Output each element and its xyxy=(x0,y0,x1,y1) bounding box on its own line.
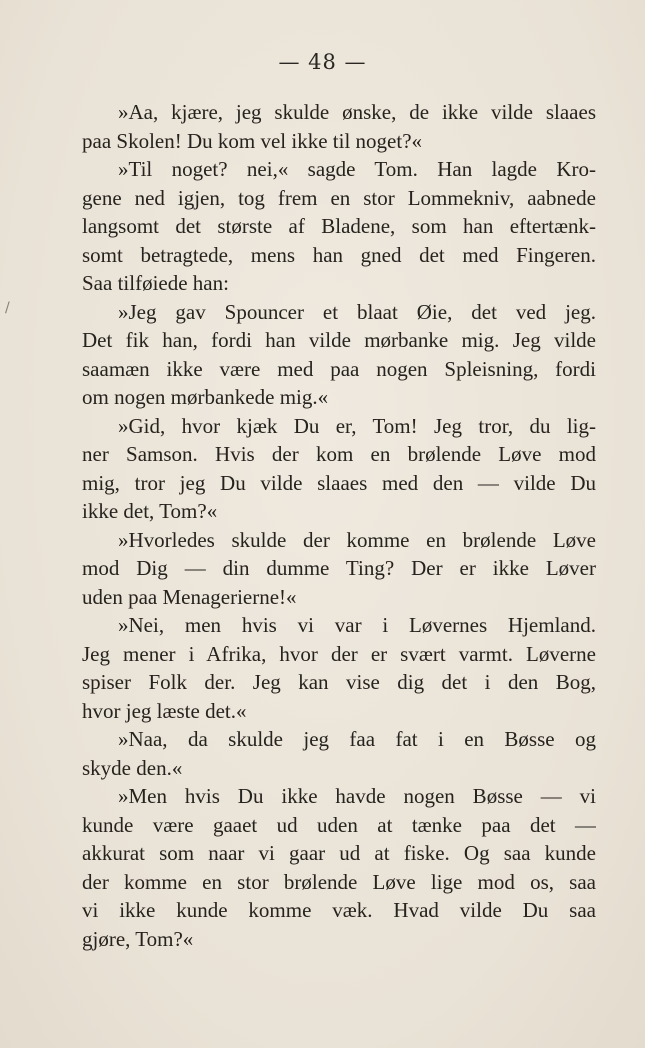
text-line: hvor jeg læste det.« xyxy=(82,698,247,723)
text-line: der komme en stor brølende Løve lige mod os, saa xyxy=(82,869,596,894)
text-line: »Hvorledes skulde der komme en brølende Løve xyxy=(118,527,596,552)
text-line: »Jeg gav Spouncer et blaat Øie, det ved jeg. xyxy=(118,299,596,324)
text-line: paa Skolen! Du kom vel ikke til noget?« xyxy=(82,128,423,153)
text-line: »Til noget? nei,« sagde Tom. Han lagde Kro- xyxy=(118,157,596,181)
text-line: kunde være gaaet ud uden at tænke paa det — xyxy=(82,812,596,837)
text-line: akkurat som naar vi gaar ud at fiske. Og saa kunde xyxy=(82,841,596,865)
text-line: »Nei, men hvis vi var i Løvernes Hjemland. xyxy=(118,613,596,637)
text-line: langsomt det største af Bladene, som han eftertænk- xyxy=(82,214,596,238)
text-line: mod Dig — din dumme Ting? Der er ikke Løver xyxy=(82,556,596,580)
text-line: somt betragtede, mens han gned det med Fingeren. xyxy=(82,242,596,267)
text-line: spiser Folk der. Jeg kan vise dig det i den Bog, xyxy=(82,670,596,694)
text-line: »Aa, kjære, jeg skulde ønske, de ikke vilde slaaes xyxy=(118,100,596,124)
text-line: »Men hvis Du ikke havde nogen Bøsse — vi xyxy=(118,784,596,808)
text-line: ner Samson. Hvis der kom en brølende Løve mod xyxy=(82,442,596,466)
text-line: mig, tror jeg Du vilde slaaes med den — vilde Du xyxy=(82,470,596,495)
margin-pencil-mark: / xyxy=(5,300,10,316)
text-line: »Naa, da skulde jeg faa fat i en Bøsse og xyxy=(118,727,596,751)
text-line: gene ned igjen, tog frem en stor Lommekniv, aabnede xyxy=(82,185,596,210)
text-line: uden paa Menagerierne!« xyxy=(82,584,297,609)
text-line: »Gid, hvor kjæk Du er, Tom! Jeg tror, du lig- xyxy=(118,413,596,438)
text-line: gjøre, Tom?« xyxy=(82,926,194,951)
text-line: Saa tilføiede han: xyxy=(82,271,229,295)
text-line: Jeg mener i Afrika, hvor der er svært varmt. Løverne xyxy=(82,641,596,666)
text-line: om nogen mørbankede mig.« xyxy=(82,385,329,409)
page-number: — 48 — xyxy=(278,50,367,74)
text-line: vi ikke kunde komme væk. Hvad vilde Du saa xyxy=(82,898,596,922)
text-line: skyde den.« xyxy=(82,755,183,780)
text-line: ikke det, Tom?« xyxy=(82,499,218,523)
body-text xyxy=(82,98,596,953)
text-line: Det fik han, fordi han vilde mørbanke mig. Jeg vilde xyxy=(82,328,596,352)
text-line: saamæn ikke være med paa nogen Spleisning, fordi xyxy=(82,356,596,381)
